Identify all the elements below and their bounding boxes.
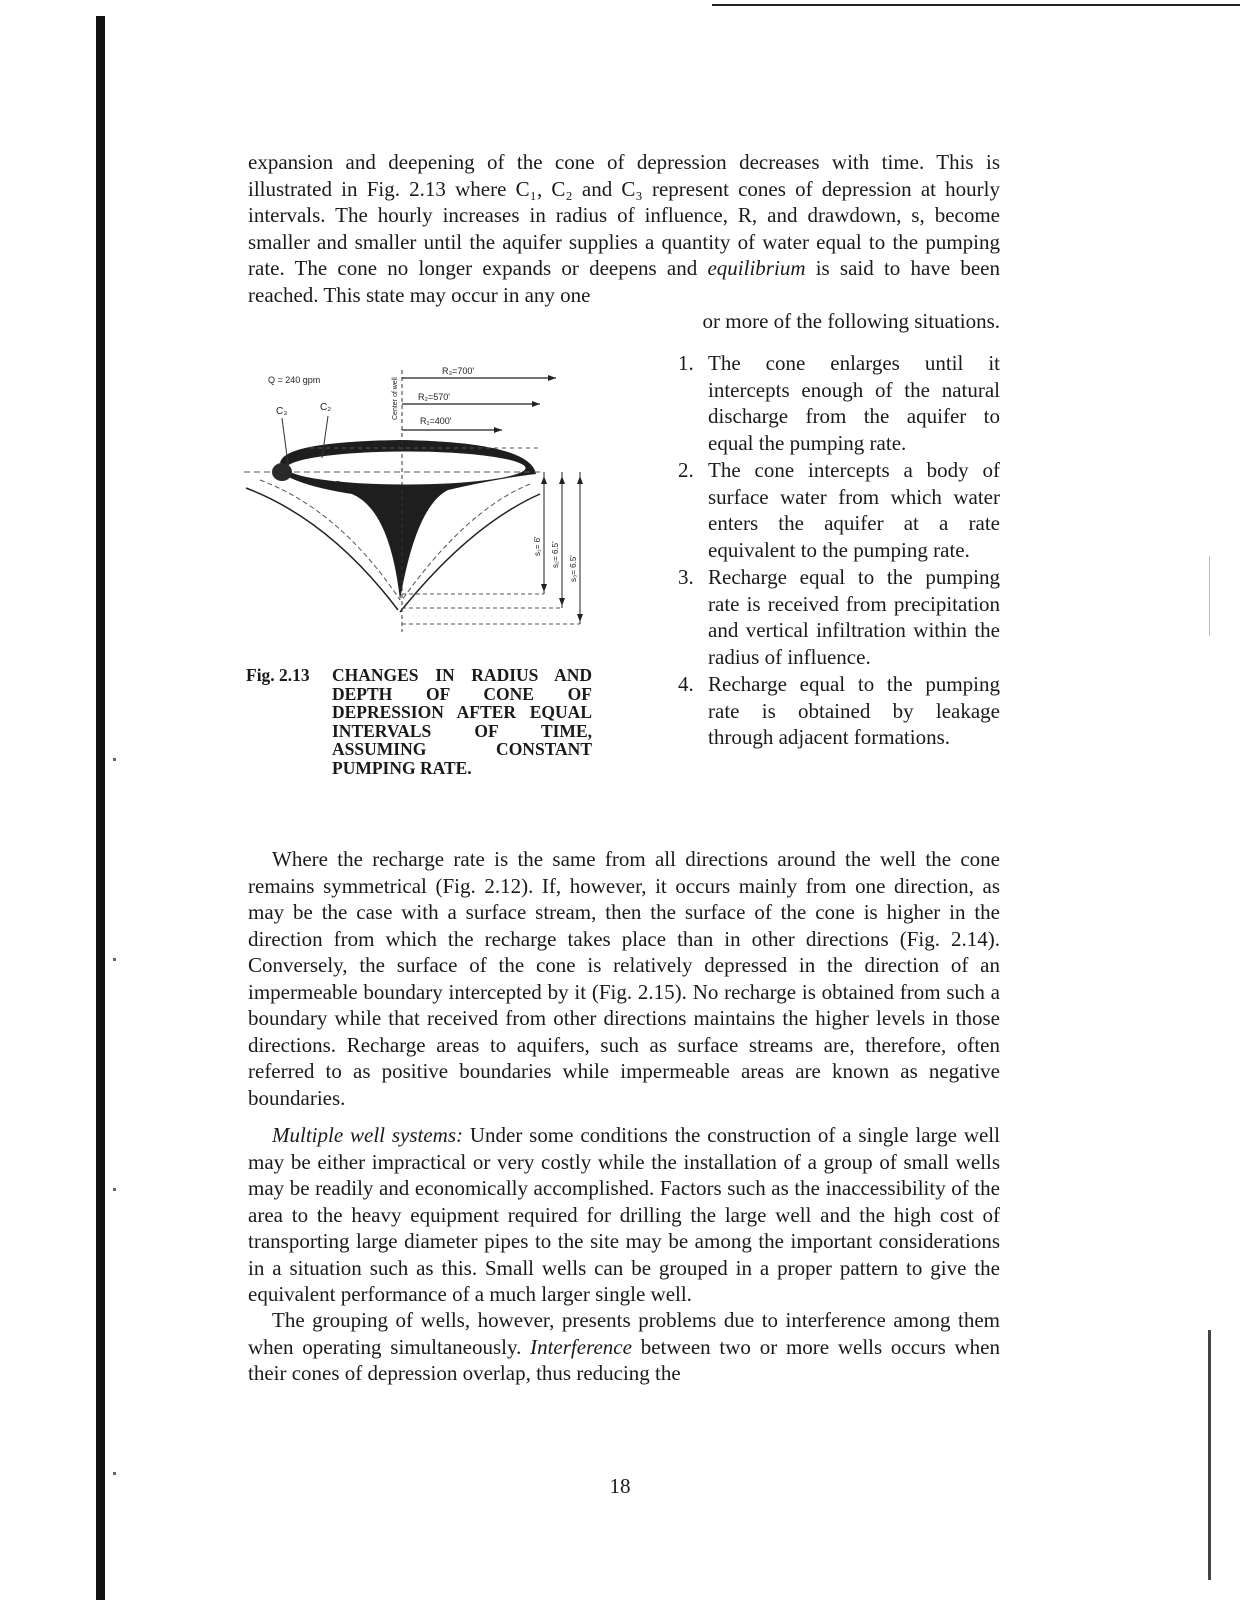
list-item-text: Recharge equal to the pumping rate is received from precipitation and vertical infiltration within the radius of influence. [708,565,1000,669]
list-item-number: 4. [678,672,694,696]
cone-diagram [240,360,640,660]
paragraph-multiple-wells-text: Under some conditions the construction of a single large well may be either impractical or very costly while the installation of a group of small wells may be readily and economically accomplished. Factors such as the inaccessibility of the area to the heavy equipment required for drilling the large well and the high cost of transporting large diameter pipes to the site may be among the important considerations in a situation such as this. Small wells can be grouped in a proper pattern to give the equivalent performance of a much larger single well. [248,1123,1000,1306]
label-drawdown-s3: s₃= 6.5' [569,555,578,582]
scan-speck [113,758,116,761]
list-item [672,671,1000,751]
figure-caption-text: CHANGES IN RADIUS AND DEPTH OF CONE OF DEPRESSION AFTER EQUAL INTERVALS OF TIME, ASSUMING CONSTANT PUMPING RATE. [332,665,592,778]
figure-caption [246,666,606,777]
figure-caption-label: Fig. 2.13 [246,665,310,685]
list-item-number: 2. [678,458,694,482]
paragraph-interference [248,1307,1000,1387]
label-drawdown-s1: s₁= 6' [533,536,542,556]
scan-mark [1209,556,1210,636]
scan-edge-right [1208,1330,1211,1580]
term-interference: Interference [530,1334,632,1359]
paragraph-multiple-wells [248,1122,1000,1308]
section-heading-multiple-wells: Multiple well systems: [272,1123,463,1147]
list-item-number: 1. [678,351,694,375]
label-center-of-well: Center of well [392,377,399,420]
list-item [672,457,1000,563]
figure-cone-of-depression [240,360,640,660]
page-number: 18 [609,1474,631,1498]
scan-speck [113,958,116,961]
scan-edge-top [712,4,1240,6]
label-pumping-rate: Q = 240 gpm [268,375,321,385]
list-item-text: Recharge equal to the pumping rate is obtained by leakage through adjacent formations. [708,672,1000,749]
paragraph-intro [248,149,1000,335]
equilibrium-situations-list [672,350,1000,752]
scan-edge-left [96,16,105,1600]
label-cone-c2: C₂ [320,402,332,413]
label-cone-c1: C₁ [334,480,345,491]
label-radius-r3: R₃=700' [442,366,475,376]
paragraph-interference-text-end: between two or more wells occurs when their cones of depression overlap, thus reducing the [248,1334,1000,1385]
list-item [672,350,1000,456]
paragraph-recharge: Where the recharge rate is the same from all directions around the well the cone remains symmetrical (Fig. 2.12). If, however, it occurs mainly from one direction, as may be the case with a surface stream, then the surface of the cone is higher in the direction from which the recharge takes place than in other directions (Fig. 2.14). Conversely, the surface of the cone is relatively depressed in the direction of an impermeable boundary intercepted by it (Fig. 2.15). No recharge is obtained from such a boundary while that received from other directions maintains the higher levels in those directions. Recharge areas to aquifers, such as surface streams are, therefore, often referred to as positive boundaries while impermeable areas are known as negative boundaries. [248,847,1000,1110]
list-item-number: 3. [678,565,694,589]
list-item-text: The cone enlarges until it intercepts enough of the natural discharge from the aquifer to equal the pumping rate. [708,351,1000,455]
diagram-strokes [244,370,583,632]
label-radius-r2: R₂=570' [418,392,450,402]
paragraph-intro-last-line: or more of the following situations. [702,309,1000,333]
paragraph-intro-text-end: is said to have been reached. This state may occur in any one [248,256,1001,307]
list-item-text: The cone intercepts a body of surface water from which water enters the aquifer at a rate equivalent to the pumping rate. [708,458,1000,562]
scan-speck [113,1188,116,1191]
paragraph-intro-text: expansion and deepening of the cone of depression decreases with time. This is illustrated in Fig. 2.13 where C₁, C₂ and C₃ represent cones of depression at hourly intervals. The hourly increases in radius of influence, R, and drawdown, s, become smaller and smaller until the aquifer supplies a quantity of water equal to the pumping rate. The cone no longer expands or deepens and [248,150,1000,280]
label-cone-c3: C₃ [276,406,288,417]
scan-speck [113,1472,116,1475]
list-item [672,564,1000,670]
term-equilibrium: equilibrium [707,256,806,280]
label-radius-r1: R₁=400' [420,416,452,426]
label-drawdown-s2: s₂= 6.5' [551,541,560,568]
paragraph-interference-text: The grouping of wells, however, presents problems due to interference among them when operating simultaneously. [248,1308,1000,1359]
